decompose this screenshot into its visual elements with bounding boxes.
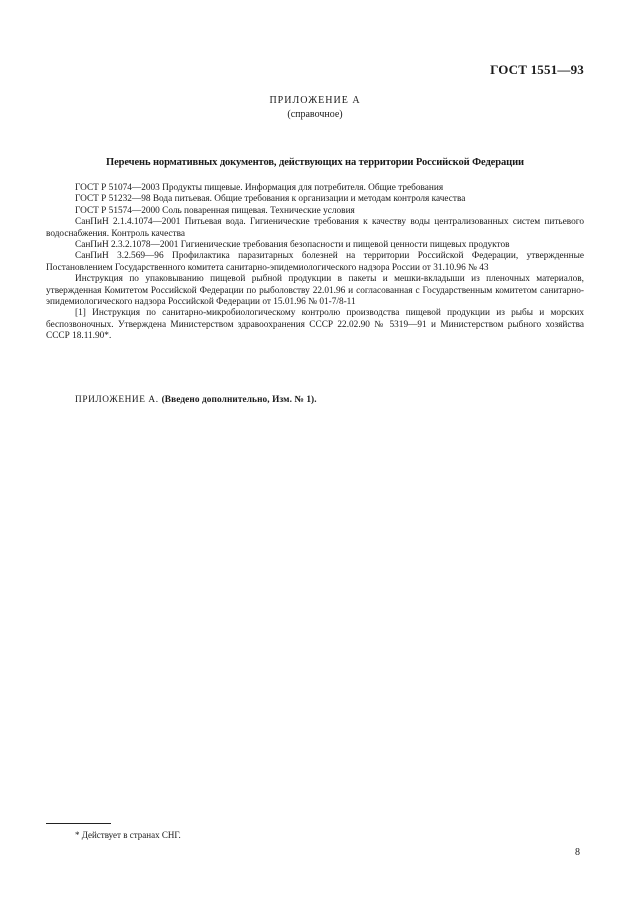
- appendix-note: [75, 394, 584, 406]
- documents-list: [46, 183, 584, 343]
- list-item: [1] Инструкция по санитарно-микробиологическому контролю производства пищевой продукции из рыбы и морских беспозвоночных. Утверждена Министерством здравоохранения СССР 22.02.90 № 5319—91 и Министерством рыбного хозяйства СССР 18.11.90*.: [46, 308, 584, 342]
- documents-list-title: Перечень нормативных документов, действующих на территории Российской Федерации: [106, 157, 524, 168]
- appendix-note-text: (Введено дополнительно, Изм. № 1).: [161, 395, 317, 405]
- list-item: ГОСТ Р 51074—2003 Продукты пищевые. Информация для потребителя. Общие требования: [75, 183, 444, 193]
- footnote: * Действует в странах СНГ.: [75, 830, 181, 840]
- list-item: ГОСТ Р 51232—98 Вода питьевая. Общие требования к организации и методам контроля качества: [75, 194, 466, 205]
- appendix-title: ПРИЛОЖЕНИЕ А: [269, 95, 361, 106]
- appendix-heading: [0, 94, 630, 122]
- list-item: СанПиН 2.1.4.1074—2001 Питьевая вода. Гигиенические требования к качеству воды централизованных систем питьевого водоснабжения. Контроль качества: [46, 217, 584, 239]
- list-item: СанПиН 2.3.2.1078—2001 Гигиенические требования безопасности и пищевой ценности пищевых продуктов: [75, 240, 510, 251]
- appendix-note-label: ПРИЛОЖЕНИЕ А.: [75, 395, 159, 405]
- appendix-subtitle: (справочное): [287, 109, 343, 120]
- page-number: 8: [575, 847, 580, 858]
- document-code: ГОСТ 1551—93: [490, 62, 584, 77]
- list-item: Инструкция по упаковыванию пищевой рыбной продукции в пакеты и мешки-вкладыши из пленочных материалов, утвержденная Комитетом Российской Федерации по рыболовству 22.01.96 и согласованная с Государственным комитетом санитарно-эпидемиологического надзора Российской Федерации от 15.01.96 № 01-7/8-11: [46, 274, 584, 308]
- list-item: ГОСТ Р 51574—2000 Соль поваренная пищевая. Технические условия: [75, 205, 355, 216]
- list-item: СанПиН 3.2.569—96 Профилактика паразитарных болезней на территории Российской Федерации, утвержденные Постановлением Государственного комитета санитарно-эпидемиологического надзора России от 31.10.96 № 43: [46, 251, 584, 273]
- footnote-divider: [46, 823, 111, 824]
